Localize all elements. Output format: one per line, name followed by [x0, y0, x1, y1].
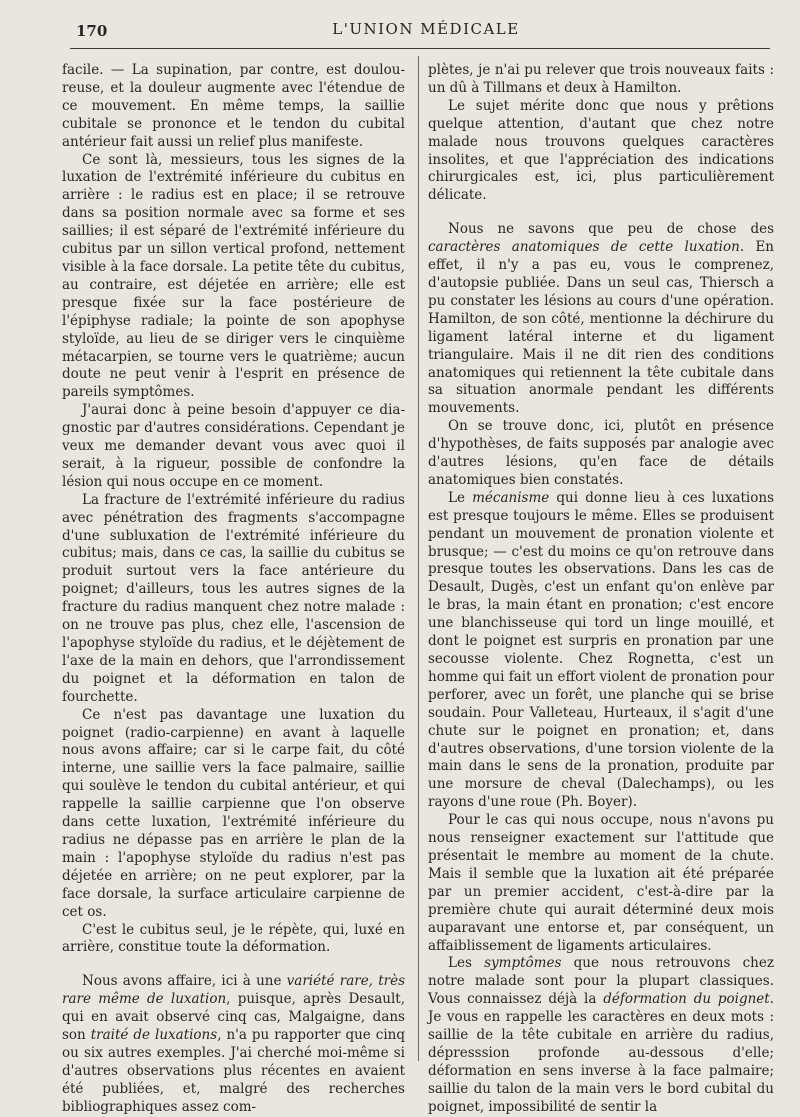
paragraph: Pour le cas qui nous occupe, nous n'avons pu nous renseigner exactement sur l'attitude que présentait le membre au moment de la chute. Mais il semble que la luxation ait été préparée par un premier accident, c'est-à-dire par la première chute qui aurait déterminé deux mois auparavant une entorse et, par conséquent, un affaiblissement de ligaments articulaires.	[428, 812, 774, 954]
paragraph	[62, 973, 405, 1116]
paragraph: On se trouve donc, ici, plutôt en présence d'hypothèses, de faits supposés par analogie avec d'autres lésions, qu'en face de détails anatomiques bien constatés.	[428, 418, 774, 488]
text-run: que nous retrouvons chez notre malade sont pour la plupart classiques. Vous connaissez déjà la	[428, 955, 774, 1008]
paragraph	[428, 490, 774, 812]
paragraph	[428, 221, 774, 418]
paragraph: plètes, je n'ai pu relever que trois nouveaux faits : un dû à Tillmans et deux à Hamilton.	[428, 62, 774, 96]
text-run: , n'a pu rapporter que cinq ou six autres exemples. J'ai cherché moi-même si d'autres observations plus récentes en avaient été publiées, et, malgré des recherches bibliographiques assez com-	[62, 1027, 405, 1115]
text-run: . En effet, il n'y a pas eu, vous le comprenez, d'autopsie publiée. Dans un seul cas, Thiersch a pu constater les lésions au cours d'une opération. Hamilton, de son côté, mentionne la déchirure du ligament latéral interne et du ligament triangulaire. Mais il ne dit rien des conditions anatomiques qui retiennent la tête cubitale dans sa situation anormale pendant les différents mouvements.	[428, 239, 774, 417]
paragraph: Ce n'est pas davantage une luxation du poignet (radio-carpienne) en avant à laquelle nous avons affaire; car si le carpe fait, du côté interne, une saillie vers la face palmaire, saillie qui soulève le tendon du cubital antérieur, et qui rappelle la saillie carpienne que l'on observe dans cette luxation, l'extrémité inférieure du radius ne dépasse pas en arrière le plan de la main : l'apophyse styloïde du radius n'est pas déjetée en arrière; on ne peut explorer, par la face dorsale, la surface articulaire carpienne de cet os.	[62, 706, 405, 920]
text-run: Le	[448, 489, 473, 506]
paragraph: J'aurai donc à peine besoin d'appuyer ce diagnostic par d'autres considérations. Cependant je veux me demander devant vous avec quoi il serait, à la rigueur, possible de confondre la lésion qui nous occupe en ce moment.	[62, 402, 405, 490]
italic-run: traité de luxations	[90, 1027, 218, 1044]
paragraph: La fracture de l'extrémité inférieure du radius avec pénétration des fragments s'accompagne d'une subluxation de l'extrémité inférieure du cubitus; mais, dans ce cas, la saillie du cubitus se produit surtout vers la face antérieure du poignet; d'ailleurs, tous les autres signes de la fracture du radius manquent chez notre malade : on ne trouve pas plus, chez elle, l'ascension de l'apophyse styloïde du radius, et le déjètement de l'axe de la main en dehors, que l'arrondissement du poignet et la déformation en talon de fourchette.	[62, 491, 405, 705]
running-title: L'UNION MÉDICALE	[332, 20, 520, 38]
left-column	[62, 62, 405, 1117]
text-run: Les	[448, 955, 485, 972]
paragraph: Le sujet mérite donc que nous y prêtions quelque attention, d'autant que chez notre malade nous trouvons quelques caractères insolites, et que l'appréciation des indications chirurgicales est, ici, plus particulièrement délicate.	[428, 97, 774, 204]
text-run: , puisque, après Desault, qui en avait observé cinq cas, Malgaigne, dans son	[62, 991, 405, 1044]
paragraph: C'est le cubitus seul, je le répète, qui, luxé en arrière, constitue toute la déformation.	[62, 921, 405, 956]
text-run: qui donne lieu à ces luxations est presque toujours le même. Elles se produisent pendant un mouvement de pronation violente et brusque; — c'est du moins ce qu'on retrouve dans presque toutes les observations. Dans les cas de Desault, Dugès, c'est un enfant qu'on enlève par le bras, la main étant en pronation; c'est encore une blanchisseuse qui tord un linge mouillé, et dont le poignet est surpris en pronation par une secousse violente. Chez Rognetta, c'est un homme qui fait un effort violent de pronation pour perforer, avec un forêt, une planche qui se brise soudain. Pour Valleteau, Hurteaux, il s'agit d'une chute sur le poignet en pronation; et, dans d'autres observations, d'une torsion violente de la main dans le sens de la pronation, produite par une morsure de cheval (Dalechamps), ou les rayons d'une roue (Ph. Boyer).	[428, 489, 774, 811]
italic-run: déformation du poignet	[603, 991, 770, 1008]
header-rule	[70, 48, 770, 49]
paragraph: facile. — La supination, par contre, est douloureuse, et la douleur augmente avec l'étendue de ce mouvement. En même temps, la saillie cubitale se prononce et le tendon du cubital antérieur fait aussi un relief plus manifeste.	[62, 62, 405, 150]
right-column	[428, 62, 774, 1117]
italic-run: caractères anatomiques de cette luxation	[428, 239, 740, 256]
paragraph	[428, 955, 774, 1116]
text-run: Nous ne savons que peu de chose des	[448, 221, 774, 238]
column-divider	[418, 56, 419, 1061]
page-number: 170	[76, 22, 108, 40]
italic-run: symptômes	[484, 955, 562, 972]
paragraph: Ce sont là, messieurs, tous les signes de la luxation de l'extrémité inférieure du cubitus en arrière : le radius est en place; il se retrouve dans sa position normale avec sa forme et ses saillies; il est séparé de l'extrémité inférieure du cubitus par un sillon vertical profond, nettement visible à la face dorsale. La petite tête du cubitus, au contraire, est déjetée en arrière; elle est presque fixée sur la face postérieure de l'épiphyse radiale; la pointe de son apophyse styloïde, au lieu de se diriger vers le cinquième métacarpien, se tourne vers le quatrième; aucun doute ne peut venir à l'esprit en présence de pareils symptômes.	[62, 151, 405, 401]
italic-run: variété rare, très rare même de luxation	[62, 973, 405, 1008]
page-header	[76, 18, 776, 44]
italic-run: mécanisme	[472, 489, 550, 506]
text-run: . Je vous en rappelle les caractères en deux mots : saillie de la tête cubitale en arrière du radius, dépresssion profonde au-dessous d'elle; déformation en sens inverse à la face palmaire; saillie du talon de la main vers le bord cubital du poignet, impossibilité de sentir la	[428, 991, 774, 1115]
text-run: Nous avons affaire, ici à une	[82, 973, 287, 990]
